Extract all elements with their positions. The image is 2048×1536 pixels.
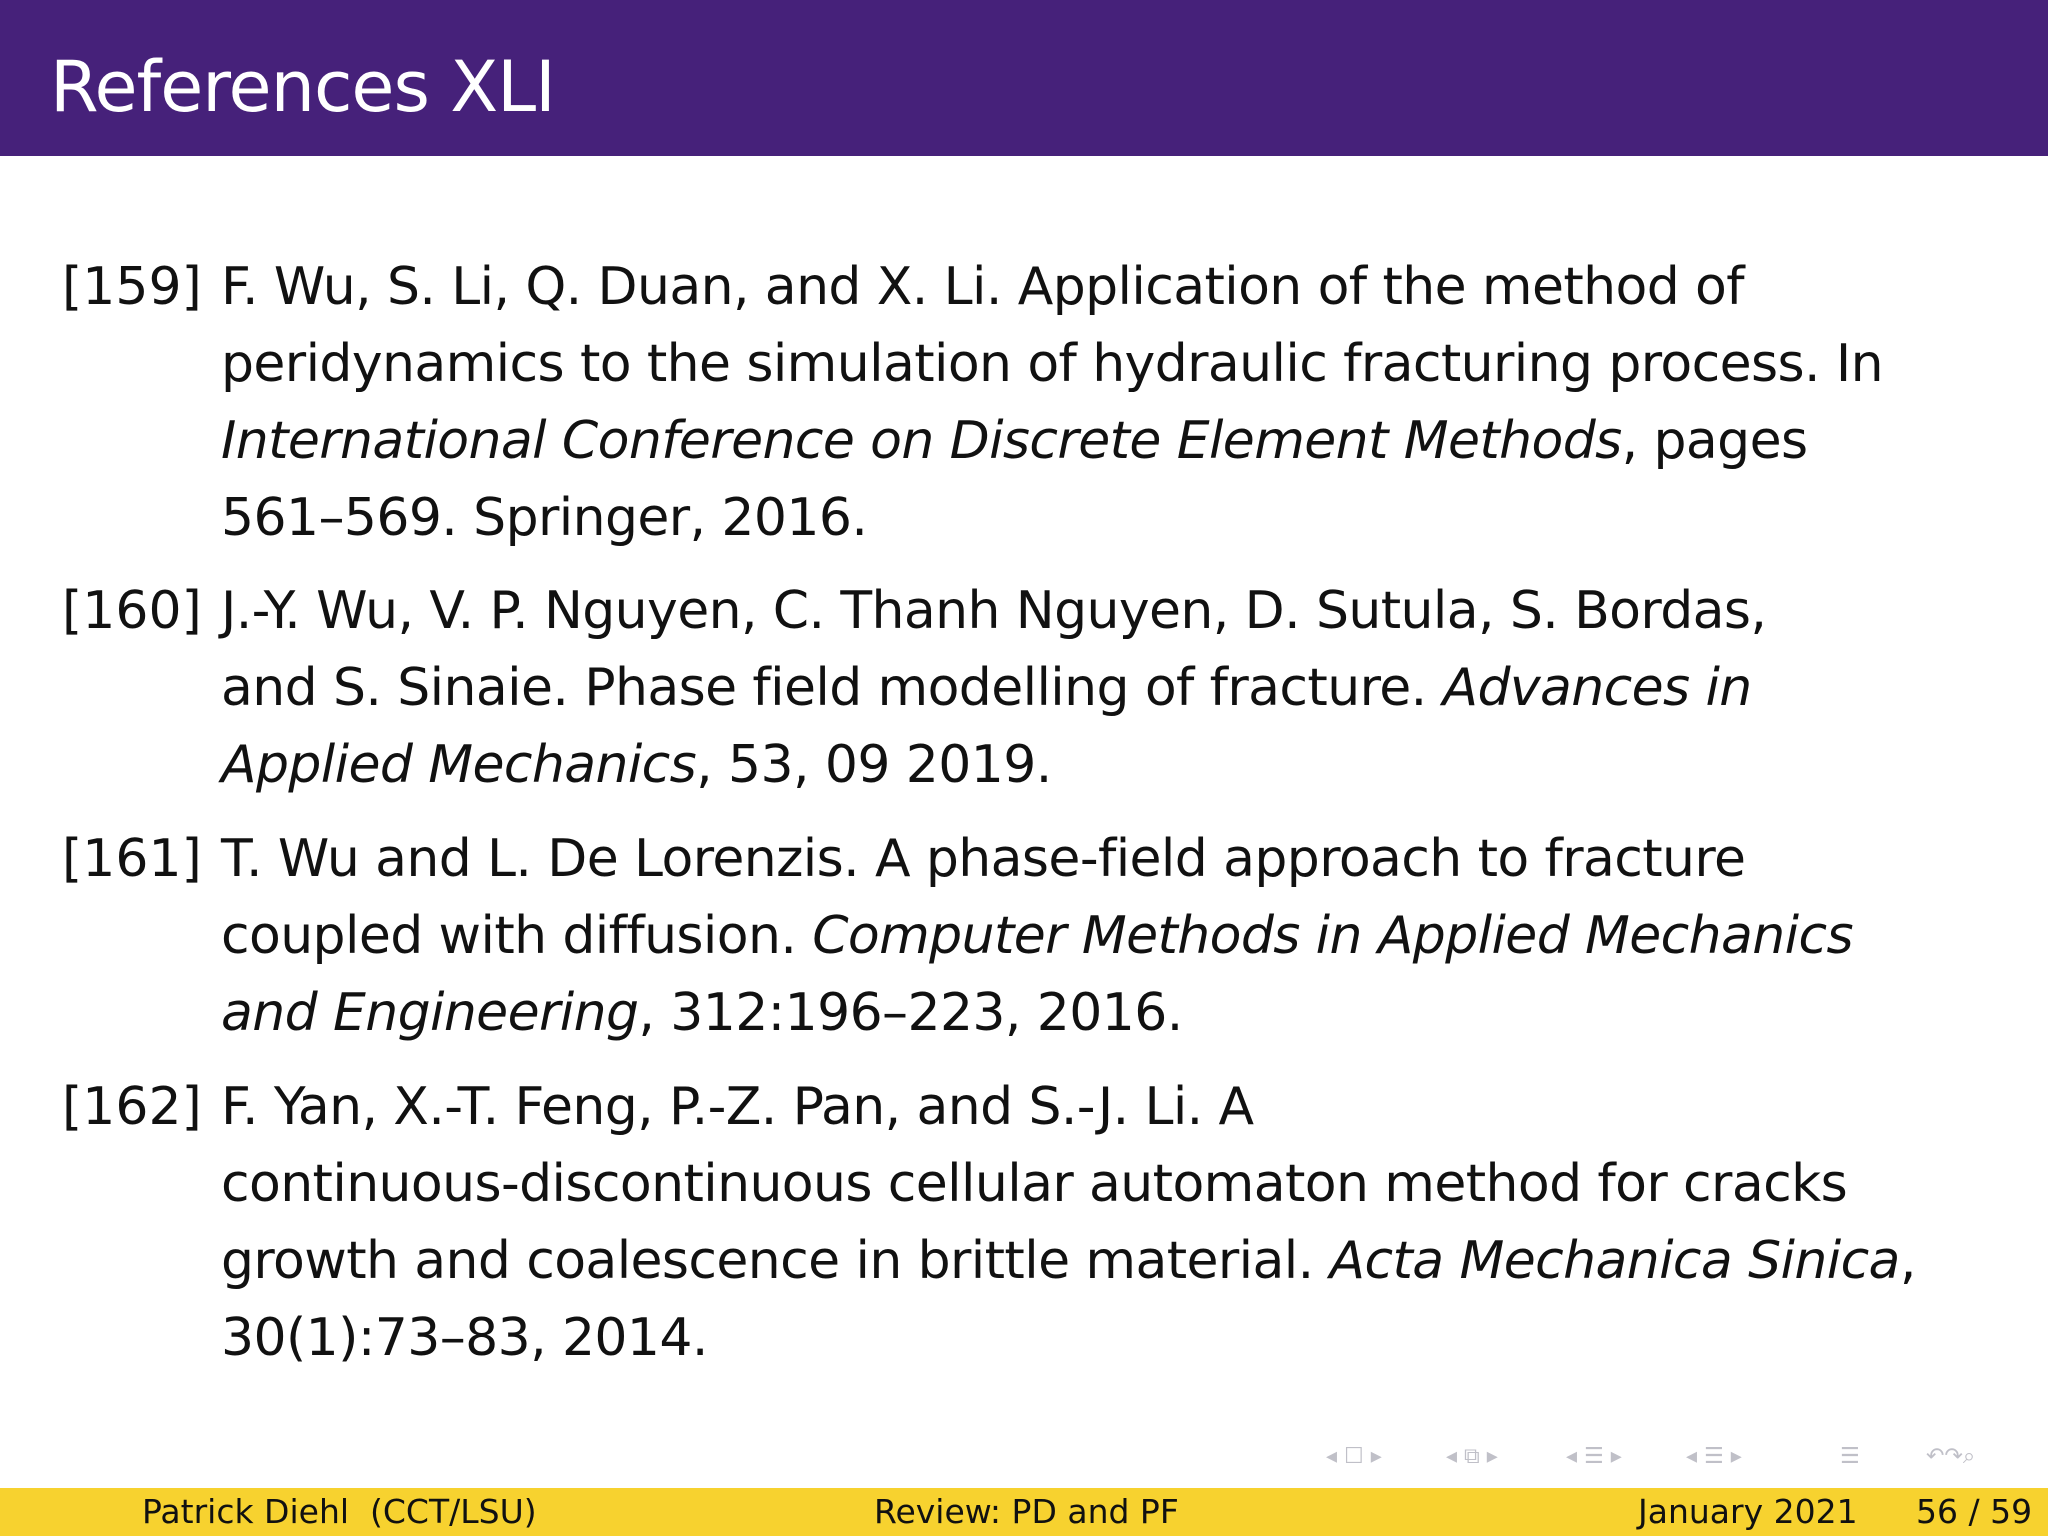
footer-date: January 2021	[1638, 1492, 1858, 1531]
reference-text	[221, 1069, 1916, 1377]
reference-text	[221, 573, 1766, 804]
footer-page-number: 56 / 59	[1916, 1492, 2033, 1531]
reference-number: [159]	[62, 257, 202, 317]
search-nav-icon[interactable]: ↶↷⌕	[1926, 1444, 1976, 1469]
footer-bar	[0, 1488, 2048, 1536]
reference-line: and S. Sinaie. Phase field modelling of fracture. Advances in	[221, 658, 1752, 718]
appendix-nav-icon[interactable]: ☰	[1840, 1444, 1860, 1469]
reference-line: Applied Mechanics, 53, 09 2019.	[221, 735, 1052, 795]
reference-line: growth and coalescence in brittle material. Acta Mechanica Sinica,	[221, 1231, 1916, 1291]
footer-author: Patrick Diehl (CCT/LSU)	[142, 1492, 537, 1531]
reference-number: [161]	[62, 829, 202, 889]
reference-text	[221, 821, 1853, 1052]
reference-text	[221, 249, 1883, 557]
reference-line: International Conference on Discrete Element Methods, pages	[221, 411, 1808, 471]
reference-number: [162]	[62, 1077, 202, 1137]
frame-nav-icon[interactable]: ◂ ☐ ▸	[1326, 1444, 1382, 1469]
slide-title: References XLI	[50, 46, 555, 128]
reference-line: continuous-discontinuous cellular automaton method for cracks	[221, 1154, 1848, 1214]
reference-line: J.-Y. Wu, V. P. Nguyen, C. Thanh Nguyen, D. Sutula, S. Bordas,	[221, 581, 1767, 641]
section-nav-next-icon[interactable]: ◂ ☰ ▸	[1686, 1444, 1742, 1469]
reference-line: 561–569. Springer, 2016.	[221, 488, 868, 548]
reference-line: F. Wu, S. Li, Q. Duan, and X. Li. Application of the method of	[221, 257, 1744, 317]
subsection-nav-icon[interactable]: ◂ ⧉ ▸	[1446, 1444, 1498, 1469]
reference-line: coupled with diffusion. Computer Methods in Applied Mechanics	[221, 906, 1853, 966]
reference-number: [160]	[62, 581, 202, 641]
reference-line: and Engineering, 312:196–223, 2016.	[221, 983, 1183, 1043]
reference-line: peridynamics to the simulation of hydraulic fracturing process. In	[221, 334, 1883, 394]
reference-line: 30(1):73–83, 2014.	[221, 1308, 708, 1368]
title-bar	[0, 0, 2048, 156]
section-nav-icon[interactable]: ◂ ☰ ▸	[1566, 1444, 1622, 1469]
reference-line: T. Wu and L. De Lorenzis. A phase-field approach to fracture	[221, 829, 1746, 889]
beamer-navigation	[1326, 1442, 2048, 1472]
footer-title: Review: PD and PF	[874, 1492, 1179, 1531]
reference-line: F. Yan, X.-T. Feng, P.-Z. Pan, and S.-J. Li. A	[221, 1077, 1254, 1137]
